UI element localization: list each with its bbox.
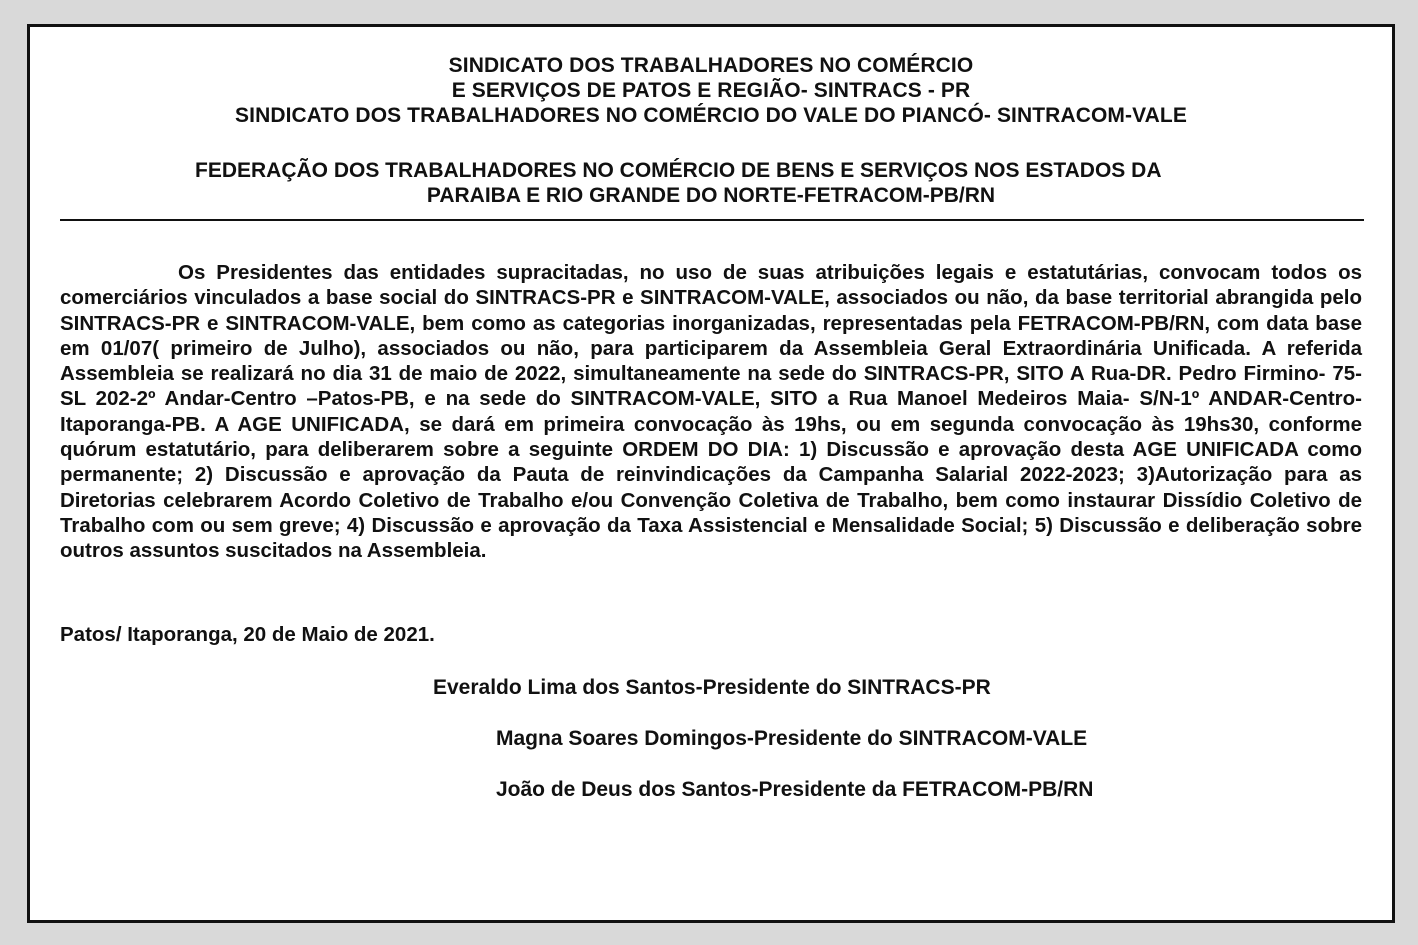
notice-frame [27,24,1395,923]
header-block [30,53,1392,128]
header-line-3: SINDICATO DOS TRABALHADORES NO COMÉRCIO DO VALE DO PIANCÓ- SINTRACOM-VALE [235,104,1187,127]
signature-sintracs: Everaldo Lima dos Santos-Presidente do SINTRACS-PR [433,676,991,699]
signature-fetracom: João de Deus dos Santos-Presidente da FETRACOM-PB/RN [496,778,1094,801]
header-line-2: E SERVIÇOS DE PATOS E REGIÃO- SINTRACS - PR [451,79,971,102]
notice-date: Patos/ Itaporanga, 20 de Maio de 2021. [60,623,435,646]
header-line-1: SINDICATO DOS TRABALHADORES NO COMÉRCIO [448,54,974,77]
header-divider [60,219,1364,221]
notice-body: Os Presidentes das entidades supracitadas, no uso de suas atribuições legais e estatutárias, convocam todos os comerciários vinculados a base social do SINTRACS-PR e SINTRACOM-VALE, associados ou não, da base territorial abrangida pelo SINTRACS-PR e SINTRACOM-VALE, bem como as categorias inorganizadas, representadas pela FETRACOM-PB/RN, com data base em 01/07( primeiro de Julho), associados ou não, para participarem da Assembleia Geral Extraordinária Unificada. A referida Assembleia se realizará no dia 31 de maio de 2022, simultaneamente na sede do SINTRACS-PR, SITO A Rua-DR. Pedro Firmino- 75-SL 202-2º Andar-Centro –Patos-PB, e na sede do SINTRACOM-VALE, SITO a Rua Manoel Medeiros Maia- S/N-1º ANDAR-Centro-Itaporanga-PB. A AGE UNIFICADA, se dará em primeira convocação às 19hs, ou em segunda convocação às 19hs30, conforme quórum estatutário, para deliberarem sobre a seguinte ORDEM DO DIA: 1) Discussão e aprovação desta AGE UNIFICADA como permanente; 2) Discussão e aprovação da Pauta de reinvindicações da Campanha Salarial 2022-2023; 3)Autorização para as Diretorias celebrarem Acordo Coletivo de Trabalho e/ou Convenção Coletiva de Trabalho, bem como instaurar Dissídio Coletivo de Trabalho com ou sem greve; 4) Discussão e aprovação da Taxa Assistencial e Mensalidade Social; 5) Discussão e deliberação sobre outros assuntos suscitados na Assembleia. [60,261,1362,563]
signature-sintracom: Magna Soares Domingos-Presidente do SINTRACOM-VALE [496,727,1088,750]
federation-line-1: FEDERAÇÃO DOS TRABALHADORES NO COMÉRCIO DE BENS E SERVIÇOS NOS ESTADOS DA [195,159,1162,182]
federation-heading [30,158,1392,208]
federation-line-2: PARAIBA E RIO GRANDE DO NORTE-FETRACOM-PB/RN [426,184,996,207]
